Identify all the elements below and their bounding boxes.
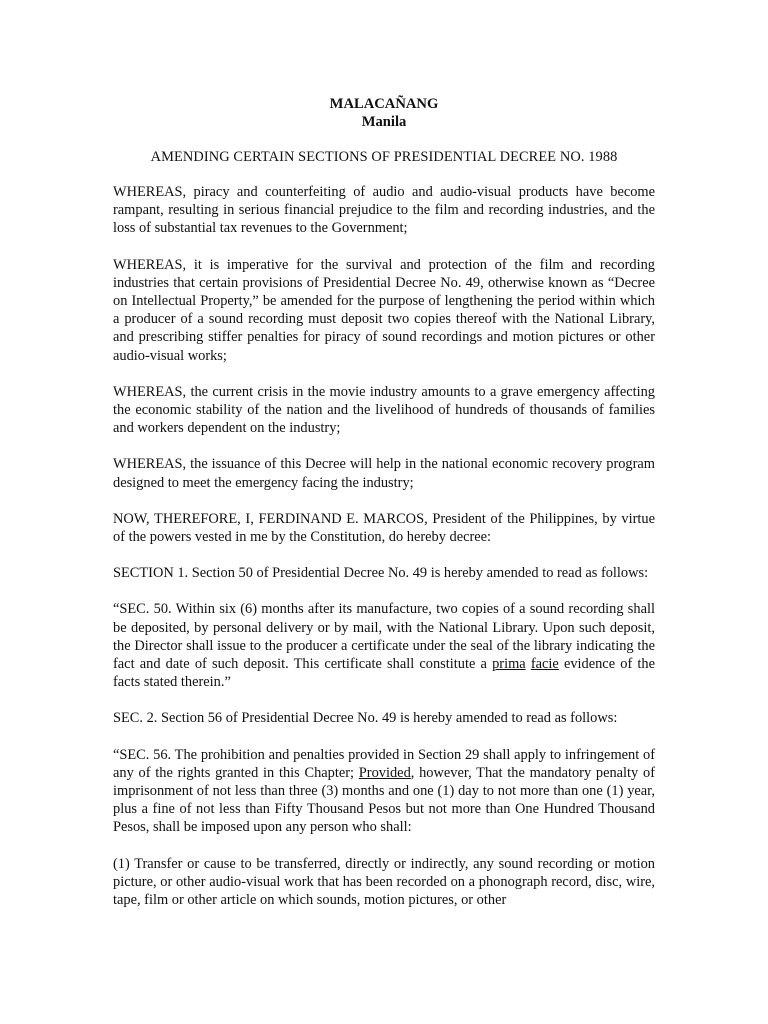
item-1-paragraph: (1) Transfer or cause to be transferred, directly or indirectly, any sound recording or motion picture, or other audio-visual work that has been recorded on a phonograph record, disc, wire, tape, film or other article on which sounds, motion pictures, or other — [113, 855, 655, 909]
facie-underlined: facie — [530, 656, 559, 673]
sec-56-text-after: , however, That the mandatory penalty of imprisonment of not less than three (3) months and one (1) day to not more than one (1) year, plus a fine of not less than Fifty Thousand Pesos but not more than One Hundred Thousand Pesos, shall be imposed upon any person who shall: — [113, 764, 655, 836]
whereas-paragraph-3: WHEREAS, the current crisis in the movie industry amounts to a grave emergency affecting the economic stability of the nation and the livelihood of hundreds of thousands of families and workers dependent on the industry; — [113, 383, 655, 437]
section-1-paragraph: SECTION 1. Section 50 of Presidential Decree No. 49 is hereby amended to read as follows: — [113, 565, 649, 582]
sec-56-text-before: “SEC. 56. The prohibition and penalties provided in Section 29 shall apply to infringement of any of the rights granted in this Chapter; — [113, 746, 655, 781]
whereas-paragraph-2: WHEREAS, it is imperative for the survival and protection of the film and recording industries that certain provisions of Presidential Decree No. 49, otherwise known as “Decree on Intellectual Property,” be amended for the purpose of lengthening the period within which a producer of a sound recording must deposit two copies thereof with the National Library, and prescribing stiffer penalties for piracy of sound recordings and motion pictures or other audio-visual works; — [113, 256, 655, 364]
decree-title: AMENDING CERTAIN SECTIONS OF PRESIDENTIAL DECREE NO. 1988 — [150, 149, 618, 165]
whereas-paragraph-1: WHEREAS, piracy and counterfeiting of audio and audio-visual products have become rampant, resulting in serious financial prejudice to the film and recording industries, and the loss of substantial tax revenues to the Government; — [113, 184, 655, 237]
sec-50-text-before: “SEC. 50. Within six (6) months after its manufacture, two copies of a sound recording shall be deposited, by personal delivery or by mail, with the National Library. Upon such deposit, the Director shall issue to the producer a certificate under the seal of the library indicating the fact and date of such deposit. This certificate shall constitute a — [113, 601, 655, 673]
sec-56-paragraph — [113, 746, 655, 837]
whereas-paragraph-4: WHEREAS, the issuance of this Decree will help in the national economic recovery program designed to meet the emergency facing the industry; — [113, 456, 655, 491]
section-2-paragraph: SEC. 2. Section 56 of Presidential Decree No. 49 is hereby amended to read as follows: — [113, 710, 618, 727]
sec-50-paragraph — [113, 600, 655, 691]
provided-underlined: Provided — [358, 764, 411, 781]
document-header-location: Manila — [361, 114, 407, 130]
prima-underlined: prima — [492, 656, 526, 673]
now-therefore-paragraph: NOW, THEREFORE, I, FERDINAND E. MARCOS, President of the Philippines, by virtue of the powers vested in me by the Constitution, do hereby decree: — [113, 510, 655, 546]
document-header-title: MALACAÑANG — [329, 96, 439, 112]
document-page — [113, 95, 655, 909]
sec-50-text-after: evidence of the facts stated therein.” — [113, 656, 655, 691]
